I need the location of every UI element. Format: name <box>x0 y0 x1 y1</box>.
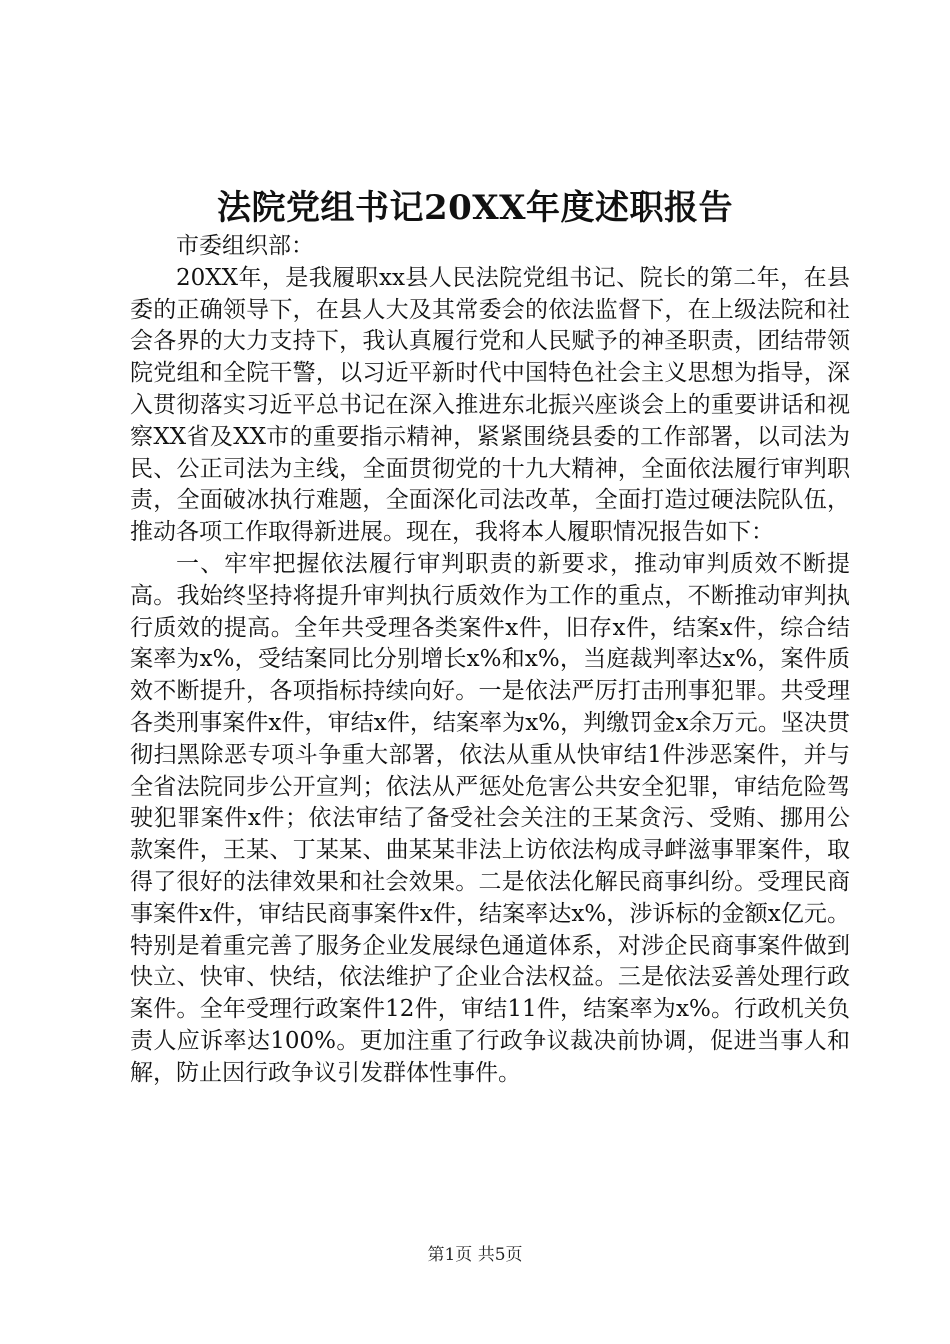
page-number-footer: 第1页 共5页 <box>427 1245 523 1265</box>
document-body <box>130 231 850 1090</box>
salutation: 市委组织部： <box>176 233 314 259</box>
paragraph-section-one: 一、牢牢把握依法履行审判职责的新要求，推动审判质效不断提高。我始终坚持将提升审判执行质效作为工作的重点，不断推动审判执行质效的提高。全年共受理各类案件x件，旧存x件，结案x件，综合结案率为x%，受结案同比分别增长x%和x%，当庭裁判率达x%，案件质效不断提升，各项指标持续向好。一是依法严厉打击刑事犯罪。共受理各类刑事案件x件，审结x件，结案率为x%，判缴罚金x余万元。坚决贯彻扫黑除恶专项斗争重大部署，依法从重从快审结1件涉恶案件，并与全省法院同步公开宣判；依法从严惩处危害公共安全犯罪，审结危险驾驶犯罪案件x件；依法审结了备受社会关注的王某贪污、受贿、挪用公款案件，王某、丁某某、曲某某非法上访依法构成寻衅滋事罪案件，取得了很好的法律效果和社会效果。二是依法化解民商事纠纷。受理民商事案件x件，审结民商事案件x件，结案率达x%，涉诉标的金额x亿元。特别是着重完善了服务企业发展绿色通道体系，对涉企民商事案件做到快立、快审、快结，依法维护了企业合法权益。三是依法妥善处理行政案件。全年受理行政案件12件，审结11件，结案率为x%。行政机关负责人应诉率达100%。更加注重了行政争议裁决前协调，促进当事人和解，防止因行政争议引发群体性事件。 <box>130 550 850 1086</box>
document-title: 法院党组书记20XX年度述职报告 <box>216 188 734 228</box>
paragraph-intro: 20XX年，是我履职xx县人民法院党组书记、院长的第二年，在县委的正确领导下，在县人大及其常委会的依法监督下，在上级法院和社会各界的大力支持下，我认真履行党和人民赋予的神圣职责，团结带领院党组和全院干警，以习近平新时代中国特色社会主义思想为指导，深入贯彻落实习近平总书记在深入推进东北振兴座谈会上的重要讲话和视察XX省及XX市的重要指示精神，紧紧围绕县委的工作部署，以司法为民、公正司法为主线，全面贯彻党的十九大精神，全面依法履行审判职责，全面破冰执行难题，全面深化司法改革，全面打造过硬法院队伍，推动各项工作取得新进展。现在，我将本人履职情况报告如下： <box>130 264 850 546</box>
